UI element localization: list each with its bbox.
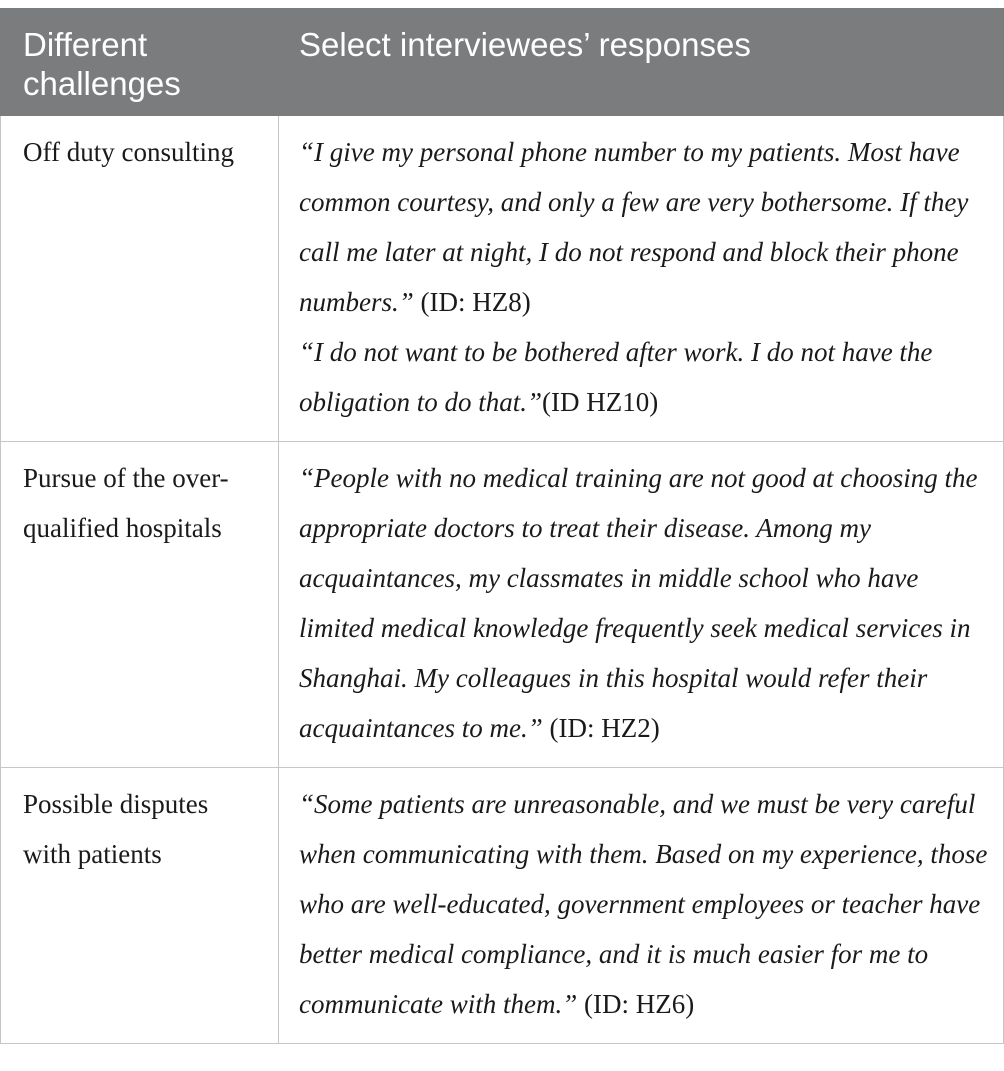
interview-responses-table — [0, 8, 1004, 1044]
table-row — [1, 116, 1004, 442]
response-cell — [279, 442, 1004, 768]
quote — [299, 127, 989, 327]
header-row — [1, 9, 1004, 116]
interviewee-id: (ID HZ10) — [542, 387, 659, 417]
quote-text: “I give my personal phone number to my patients. Most have common courtesy, and only a few are very bothersome. If they call me later at night, I do not respond and block their phone numbers.” — [299, 137, 969, 317]
quote — [299, 327, 989, 427]
quote-text: “Some patients are unreasonable, and we must be very careful when communicating with them. Based on my experience, those who are well-educated, government employees or teacher have better medical compliance, and it is much easier for me to communicate with them.” — [299, 789, 988, 1019]
interviewee-id: (ID: HZ8) — [413, 287, 531, 317]
table-header — [1, 9, 1004, 116]
challenge-cell: Pursue of the over-qualified hospitals — [1, 442, 279, 768]
table-row — [1, 768, 1004, 1044]
table-body — [1, 116, 1004, 1044]
response-cell — [279, 116, 1004, 442]
response-cell — [279, 768, 1004, 1044]
quote — [299, 453, 989, 753]
table-row — [1, 442, 1004, 768]
interviewee-id: (ID: HZ2) — [542, 713, 660, 743]
challenge-cell: Off duty consulting — [1, 116, 279, 442]
header-different-challenges: Different challenges — [1, 9, 279, 116]
quote-text: “People with no medical training are not good at choosing the appropriate doctors to treat their disease. Among my acquaintances, my classmates in middle school who have limited medical knowledge frequently seek medical services in Shanghai. My colleagues in this hospital would refer their acquaintances to me.” — [299, 463, 978, 743]
quote-text: “I do not want to be bothered after work. I do not have the obligation to do that.” — [299, 337, 933, 417]
challenge-cell: Possible disputes with patients — [1, 768, 279, 1044]
quote — [299, 779, 989, 1029]
interviewee-id: (ID: HZ6) — [577, 989, 695, 1019]
header-select-responses: Select interviewees’ responses — [279, 9, 1004, 116]
